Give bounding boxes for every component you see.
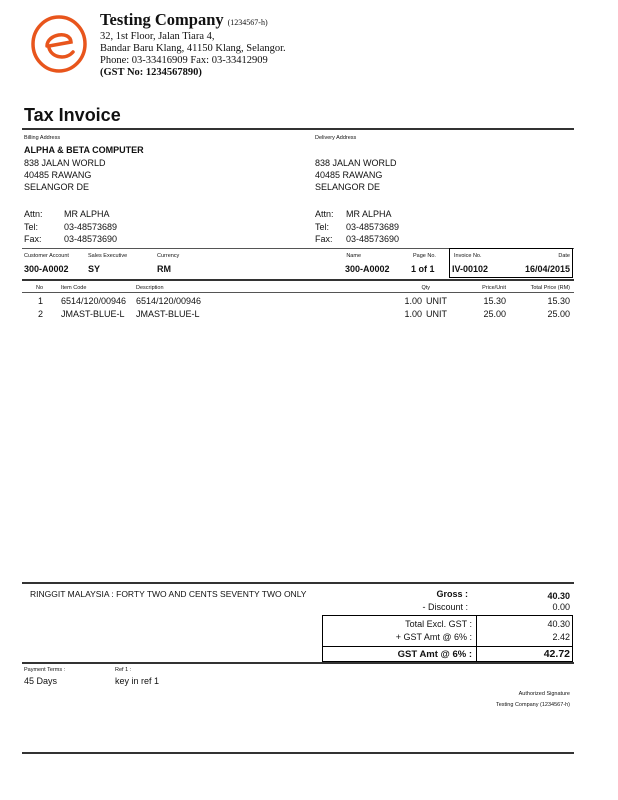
company-phone-fax: Phone: 03-33416909 Fax: 03-33412909 <box>100 55 268 66</box>
page-no-label: Page No. <box>413 253 436 259</box>
page-no: 1 of 1 <box>411 264 435 274</box>
totals-box-divider <box>476 615 477 662</box>
customer-account-label: Customer Account <box>24 253 69 259</box>
item-qty: 1.00 <box>404 296 422 306</box>
grand-total-value: 42.72 <box>543 648 570 660</box>
currency-label: Currency <box>157 253 180 259</box>
col-no-header: No <box>36 285 44 291</box>
item-qty: 1.00 <box>404 309 422 319</box>
company-address-line2: Bandar Baru Klang, 41150 Klang, Selangor. <box>100 43 286 54</box>
authorized-company: Testing Company (1234567-h) <box>496 702 570 708</box>
billing-tel-label: Tel: <box>24 222 39 232</box>
billing-name: ALPHA & BETA COMPUTER <box>24 145 144 155</box>
delivery-attn: MR ALPHA <box>346 209 392 219</box>
totals-box-row-divider <box>322 646 573 647</box>
payment-terms: 45 Days <box>24 676 58 686</box>
gross-label: Gross : <box>436 589 468 599</box>
sales-executive-label: Sales Executive <box>88 253 128 259</box>
payment-terms-label: Payment Terms : <box>24 667 66 673</box>
col-total-header: Total Price (RM) <box>530 285 570 291</box>
delivery-tel: 03-48573689 <box>346 222 400 232</box>
ref1-label: Ref 1 : <box>115 667 132 673</box>
ref1-value: key in ref 1 <box>115 676 160 686</box>
item-price: 15.30 <box>483 296 506 306</box>
item-description: 6514/120/00946 <box>136 296 202 306</box>
item-price: 25.00 <box>483 309 506 319</box>
item-no: 2 <box>38 309 44 319</box>
gst-amount-value: 2.42 <box>552 632 570 642</box>
col-price-header: Price/Unit <box>482 285 506 291</box>
delivery-address-label: Delivery Address <box>315 135 357 141</box>
company-logo <box>30 12 90 74</box>
col-item-code-header: Item Code <box>61 285 87 291</box>
company-gst-no: (GST No: 1234567890) <box>100 67 202 78</box>
delivery-fax-label: Fax: <box>315 234 333 244</box>
footer-top-divider <box>22 662 574 664</box>
item-code: JMAST-BLUE-L <box>61 309 125 319</box>
delivery-tel-label: Tel: <box>315 222 330 232</box>
item-total: 25.00 <box>547 309 570 319</box>
item-code: 6514/120/00946 <box>61 296 127 306</box>
billing-fax-label: Fax: <box>24 234 42 244</box>
item-description: JMAST-BLUE-L <box>136 309 200 319</box>
invoice-no-label: Invoice No. <box>454 253 482 259</box>
date-label: Date <box>558 253 570 259</box>
company-name-text: Testing Company <box>100 10 224 29</box>
billing-line3: SELANGOR DE <box>24 182 90 192</box>
gst-amount-label: + GST Amt @ 6% : <box>395 632 472 642</box>
items-header-divider <box>22 292 574 293</box>
sales-executive: SY <box>88 264 101 274</box>
total-excl-gst-label: Total Excl. GST : <box>405 619 472 629</box>
billing-attn-label: Attn: <box>24 209 43 219</box>
grand-total-label: GST Amt @ 6% : <box>397 649 472 660</box>
billing-line1: 838 JALAN WORLD <box>24 158 106 168</box>
item-no: 1 <box>38 296 44 306</box>
invoice-date: 16/04/2015 <box>524 264 570 274</box>
billing-line2: 40485 RAWANG <box>24 170 92 180</box>
company-address-line1: 32, 1st Floor, Jalan Tiara 4, <box>100 31 215 42</box>
delivery-line2: 40485 RAWANG <box>315 170 383 180</box>
billing-attn: MR ALPHA <box>64 209 110 219</box>
title-divider <box>22 128 574 130</box>
page-bottom-divider <box>22 752 574 754</box>
item-uom: UNIT <box>426 309 447 319</box>
delivery-fax: 03-48573690 <box>346 234 400 244</box>
summary-top-divider <box>22 582 574 584</box>
invoice-no: IV-00102 <box>452 264 489 274</box>
item-total: 15.30 <box>547 296 570 306</box>
discount-value: 0.00 <box>552 602 570 612</box>
amount-in-words: RINGGIT MALAYSIA : FORTY TWO AND CENTS SEVENTY TWO ONLY <box>30 589 307 599</box>
discount-label: - Discount : <box>422 602 468 612</box>
company-name <box>100 10 268 30</box>
authorized-signature-label: Authorized Signature <box>518 691 570 697</box>
col-qty-header: Qty <box>421 285 430 291</box>
customer-account: 300-A0002 <box>24 264 69 274</box>
document-title: Tax Invoice <box>24 105 121 125</box>
gross-value: 40.30 <box>547 591 570 601</box>
name-label: Name <box>346 253 361 259</box>
delivery-line3: SELANGOR DE <box>315 182 381 192</box>
item-uom: UNIT <box>426 296 447 306</box>
currency: RM <box>157 264 171 274</box>
total-excl-gst-value: 40.30 <box>547 619 570 629</box>
col-description-header: Description <box>136 285 164 291</box>
billing-address-label: Billing Address <box>24 135 61 141</box>
delivery-line1: 838 JALAN WORLD <box>315 158 397 168</box>
billing-tel: 03-48573689 <box>64 222 118 232</box>
customer-name: 300-A0002 <box>345 264 390 274</box>
delivery-attn-label: Attn: <box>315 209 334 219</box>
info-bottom-divider <box>22 279 574 281</box>
company-reg-no: (1234567-h) <box>227 18 268 27</box>
billing-fax: 03-48573690 <box>64 234 118 244</box>
